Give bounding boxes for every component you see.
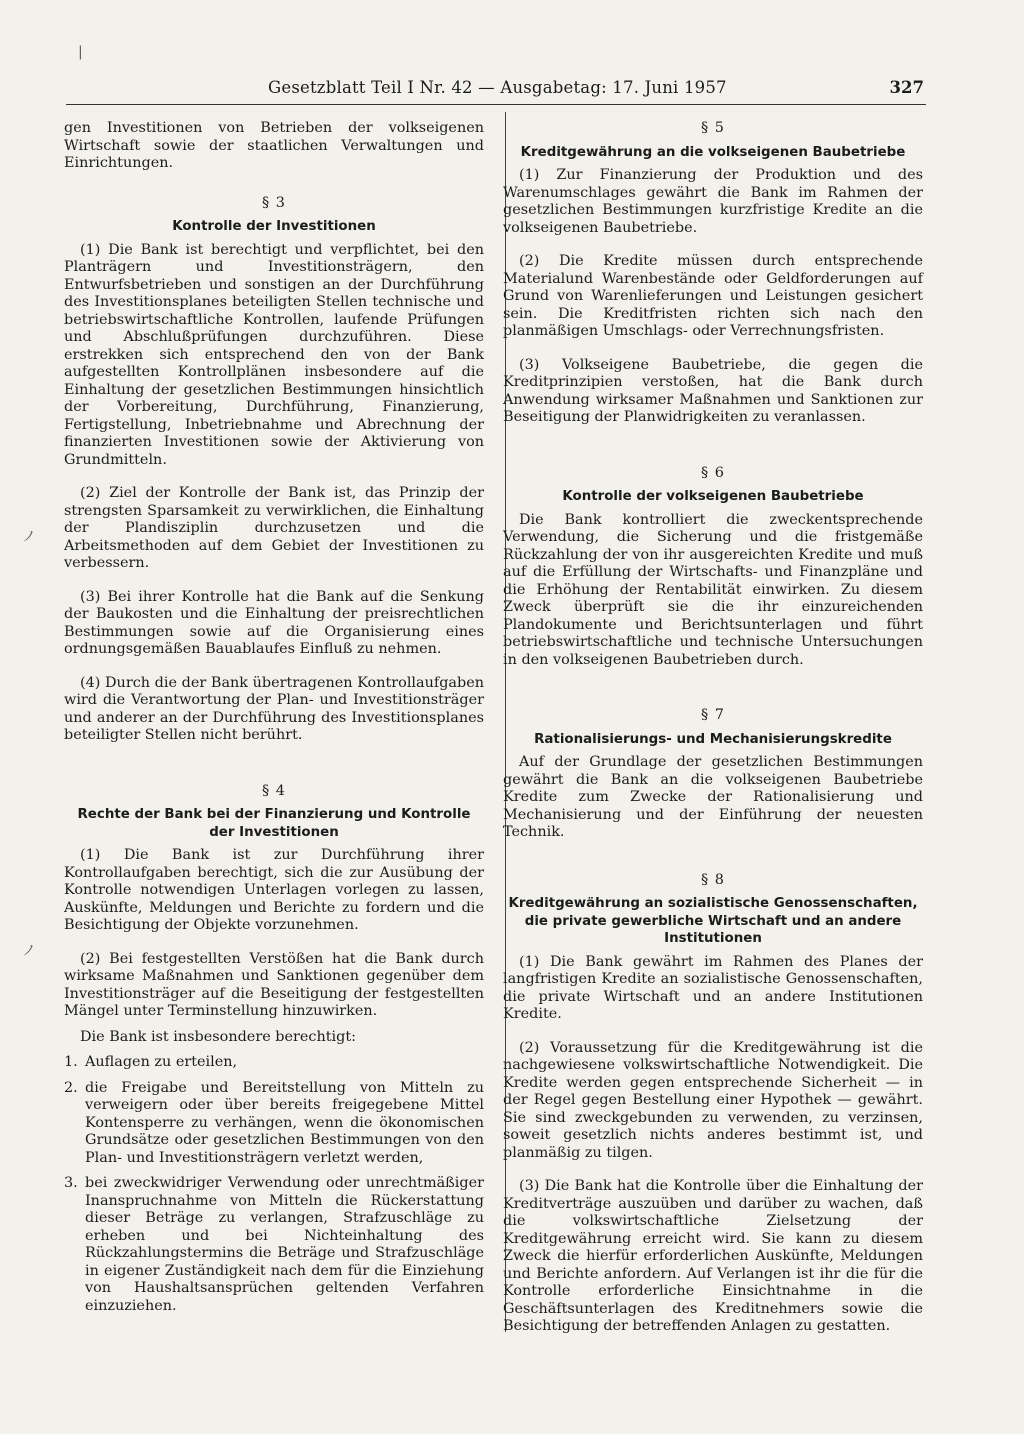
list-item xyxy=(64,1054,484,1072)
list-item-text: bei zweckwidriger Verwendung oder unrechtmäßiger Inanspruchnahme von Mitteln die Rückerstattung dieser Beträge zu verlangen, Strafzuschläge zu erheben und bei Nichteinhaltung des Rückzahlungstermins die Beträge und Strafzuschläge in eigener Zuständigkeit nach dem für die Einziehung von Haushaltsansprüchen geltenden Verfahren einzuziehen. xyxy=(85,1175,484,1314)
list-item xyxy=(64,1175,484,1315)
paragraph: (1) Die Bank gewährt im Rahmen des Planes der langfristigen Kredite an sozialistische Genossenschaften, die private Wirtschaft und an andere Institutionen Kredite. xyxy=(503,953,923,1022)
paragraph: gen Investitionen von Betrieben der volkseigenen Wirtschaft sowie der staatlichen Verwaltungen und Einrichtungen. xyxy=(64,120,484,171)
list-item-number: 1. xyxy=(64,1054,78,1070)
paragraph: (2) Ziel der Kontrolle der Bank ist, das Prinzip der strengsten Sparsamkeit zu verwirklichen, die Einhaltung der Plandisziplin durchzusetzen und die Arbeitsmethoden auf dem Gebiet der Investitionen zu verbessern. xyxy=(64,485,484,571)
paragraph: (3) Die Bank hat die Kontrolle über die Einhaltung der Kreditverträge auszuüben und darüber zu wachen, daß die volkswirtschaftliche Zielsetzung der Kreditgewährung erreicht wird. Sie kann zu diesem Zweck die hierfür erforderlichen Auskünfte, Meldungen und Berichte anfordern. Auf Verlangen ist ihr die für die Kontrolle erforderliche Einsichtnahme in die Geschäftsunterlagen des Kreditnehmers sowie die Besichtigung der betreffenden Anlagen zu gestatten. xyxy=(503,1178,923,1334)
section-heading: Kontrolle der Investitionen xyxy=(172,219,376,234)
margin-mark: ノ xyxy=(22,529,36,545)
section-heading: Kontrolle der volkseigenen Baubetriebe xyxy=(562,489,864,504)
section-number: § 7 xyxy=(701,707,725,723)
header-rule xyxy=(66,104,926,105)
paragraph: (2) Voraussetzung für die Kreditgewährung ist die nachgewiesene volkswirtschaftliche Notwendigkeit. Die Kredite werden gegen entsprechende Sicherheit — in der Regel gegen Bestellung einer Hypothek — gewährt. Sie sind zweckgebunden zu verwenden, zu verzinsen, soweit gesetzlich nichts anderes bestimmt ist, und planmäßig zu tilgen. xyxy=(503,1039,923,1161)
section-heading: Rechte der Bank bei der Finanzierung und Kontrolle der Investitionen xyxy=(77,807,471,840)
list-item xyxy=(64,1080,484,1168)
list-item-text: die Freigabe und Bereitstellung von Mitteln zu verweigern oder über bereits freigegebene Mittel Kontensperre zu verhängen, wenn die ökonomischen Grundsätze oder gesetzlichen Bestimmungen von den Plan- und Investitionsträgern verletzt werden, xyxy=(85,1079,484,1166)
paragraph: Auf der Grundlage der gesetzlichen Bestimmungen gewährt die Bank an die volkseigenen Baubetriebe Kredite zum Zwecke der Rationalisierung und Mechanisierung und der Einführung der neuesten Technik. xyxy=(503,754,923,840)
page-header xyxy=(268,76,924,100)
list-item-text: Auflagen zu erteilen, xyxy=(85,1054,238,1070)
list-intro: Die Bank ist insbesondere berechtigt: xyxy=(80,1028,356,1045)
list-item-number: 2. xyxy=(64,1079,78,1096)
section-number: § 8 xyxy=(701,871,725,888)
section-number: § 5 xyxy=(701,120,725,136)
section-heading: Kreditgewährung an die volkseigenen Baubetriebe xyxy=(520,144,906,160)
paragraph: (3) Volkseigene Baubetriebe, die gegen die Kreditprinzipien verstoßen, hat die Bank durch Anwendung wirksamer Maßnahmen und Sanktionen zur Beseitigung der Planwidrigkeiten zu veranlassen. xyxy=(503,356,923,425)
page-number: 327 xyxy=(889,78,924,97)
section-number: § 6 xyxy=(701,464,725,481)
section-heading: Kreditgewährung an sozialistische Genossenschaften, die private gewerbliche Wirtschaft und an andere Institutionen xyxy=(508,896,918,946)
list-item-number: 3. xyxy=(64,1175,78,1191)
paragraph: (4) Durch die der Bank übertragenen Kontrollaufgaben wird die Verantwortung der Plan- und Investitionsträger und anderer an der Durchführung des Investitionsplanes beteiligter Stellen nicht berührt. xyxy=(64,674,484,743)
right-column xyxy=(503,120,923,1336)
paragraph: (1) Die Bank ist berechtigt und verpflichtet, bei den Planträgern und Investitionsträgern, den Entwurfsbetrieben und sonstigen an der Durchführung des Investitionsplanes beteiligten Stellen technische und betriebswirtschaftliche Kontrollen, laufende Prüfungen und Abschlußprüfungen durchzuführen. Diese erstrekken sich entsprechend den von der Bank aufgestellten Kontrollplänen insbesondere auf die Einhaltung der gesetzlichen Bestimmungen hinsichtlich der Vorbereitung, Durchführung, Finanzierung, Fertigstellung, Inbetriebnahme und Abrechnung der finanzierten Investitionen sowie der Aktivierung von Grundmitteln. xyxy=(64,241,484,468)
paragraph: (1) Zur Finanzierung der Produktion und des Warenumschlages gewährt die Bank im Rahmen der gesetzlichen Bestimmungen kurzfristige Kredite an die volkseigenen Baubetriebe. xyxy=(503,167,923,236)
section-number: § 4 xyxy=(262,782,286,799)
margin-mark: ノ xyxy=(22,943,36,959)
paragraph: (1) Die Bank ist zur Durchführung ihrer Kontrollaufgaben berechtigt, sich die zur Ausübung der Kontrolle notwendigen Unterlagen vorlegen zu lassen, Auskünfte, Meldungen und Berichte zu fordern und die Besichtigung der Objekte vorzunehmen. xyxy=(64,847,484,933)
section-number: § 3 xyxy=(262,194,286,211)
header-title: Gesetzblatt Teil I Nr. 42 — Ausgabetag: 17. Juni 1957 xyxy=(268,78,727,97)
paragraph: (2) Die Kredite müssen durch entsprechende Materialund Warenbestände oder Geldforderungen auf Grund von Warenlieferungen und Leistungen gesichert sein. Die Kreditfristen richten sich nach den planmäßigen Umschlags- oder Verrechnungsfristen. xyxy=(503,253,923,339)
enumerated-list xyxy=(64,1054,484,1315)
section-heading: Rationalisierungs- und Mechanisierungskredite xyxy=(534,731,892,747)
paragraph: (3) Bei ihrer Kontrolle hat die Bank auf die Senkung der Baukosten und die Einhaltung der preisrechtlichen Bestimmungen sowie auf die Organisierung eines ordnungsgemäßen Bauablaufes Einfluß zu nehmen. xyxy=(64,588,484,657)
paragraph: Die Bank kontrolliert die zweckentsprechende Verwendung, die Sicherung und die fristgemäße Rückzahlung der von ihr ausgereichten Kredite und muß auf die Erfüllung der Wirtschafts- und Finanzpläne und die Erhöhung der Rentabilität einwirken. Zu diesem Zweck überprüft sie die ihr einzureichenden Plandokumente und Berichtsunterlagen und führt betriebswirtschaftliche und technische Untersuchungen in den volkseigenen Baubetrieben durch. xyxy=(503,511,923,668)
left-column xyxy=(64,120,484,1323)
paragraph: (2) Bei festgestellten Verstößen hat die Bank durch wirksame Maßnahmen und Sanktionen gegenüber dem Investitionsträger auf die Beseitigung der festgestellten Mängel unter Terminstellung hinzuwirken. xyxy=(64,950,484,1019)
margin-mark: | xyxy=(78,44,83,60)
